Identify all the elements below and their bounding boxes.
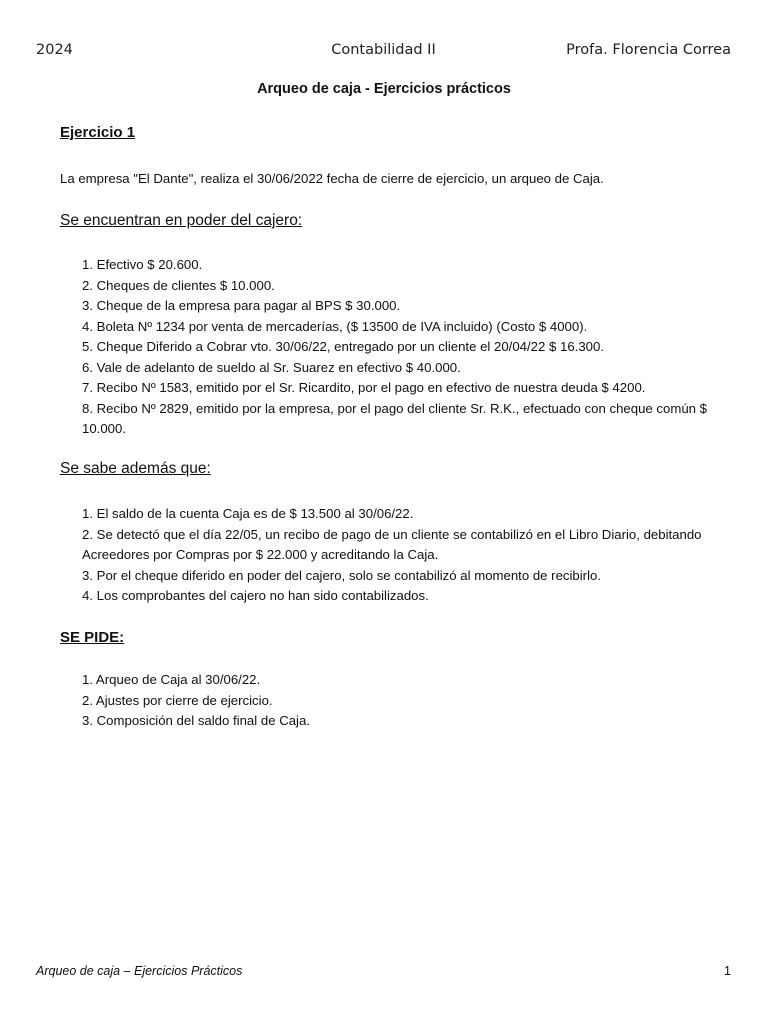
page-number: 1 [724,964,731,978]
request-section-heading: SE PIDE: [60,629,125,646]
header-teacher: Profa. Florencia Correa [566,42,731,58]
list-item: 4. Boleta Nº 1234 por venta de mercaderías, ($ 13500 de IVA incluido) (Costo $ 4000). [82,318,588,334]
document-title: Arqueo de caja - Ejercicios prácticos [257,81,511,97]
list-item: 4. Los comprobantes del cajero no han sido contabilizados. [82,588,429,603]
footer-title: Arqueo de caja – Ejercicios Prácticos [36,964,243,978]
cashier-items-list [82,255,712,440]
known-items-list [82,504,712,607]
list-item: 3. Por el cheque diferido en poder del cajero, solo se contabilizó al momento de recibirlo. [82,567,602,583]
known-section-heading: Se sabe además que: [60,460,211,477]
cashier-section-heading: Se encuentran en poder del cajero: [60,212,303,229]
header-year: 2024 [36,42,73,58]
exercise-intro: La empresa "El Dante", realiza el 30/06/2022 fecha de cierre de ejercicio, un arqueo de Caja. [60,171,604,186]
list-item: 1. Arqueo de Caja al 30/06/22. [82,672,261,687]
list-item: 7. Recibo Nº 1583, emitido por el Sr. Ricardito, por el pago en efectivo de nuestra deuda $ 4200. [82,380,646,395]
page-footer [36,964,731,982]
list-item: 3. Composición del saldo final de Caja. [82,713,310,728]
exercise-title: Ejercicio 1 [60,124,136,141]
list-item: 2. Cheques de clientes $ 10.000. [82,277,275,293]
list-item: 1. El saldo de la cuenta Caja es de $ 13.500 al 30/06/22. [82,506,414,521]
list-item: 3. Cheque de la empresa para pagar al BPS $ 30.000. [82,298,401,313]
list-item: 6. Vale de adelanto de sueldo al Sr. Suarez en efectivo $ 40.000. [82,359,461,375]
header-course: Contabilidad II [331,42,436,58]
request-items-list [82,670,712,732]
list-item: 2. Ajustes por cierre de ejercicio. [82,692,273,708]
list-item: 1. Efectivo $ 20.600. [82,257,203,272]
list-item: 8. Recibo Nº 2829, emitido por la empresa, por el pago del cliente Sr. R.K., efectuado con cheque común $ 10.000. [82,400,707,436]
list-item: 2. Se detectó que el día 22/05, un recibo de pago de un cliente se contabilizó en el Libro Diario, debitando Acreedores por Compras por $ 22.000 y acreditando la Caja. [82,526,702,562]
page-header [36,42,731,62]
list-item: 5. Cheque Diferido a Cobrar vto. 30/06/22, entregado por un cliente el 20/04/22 $ 16.300. [82,339,605,354]
